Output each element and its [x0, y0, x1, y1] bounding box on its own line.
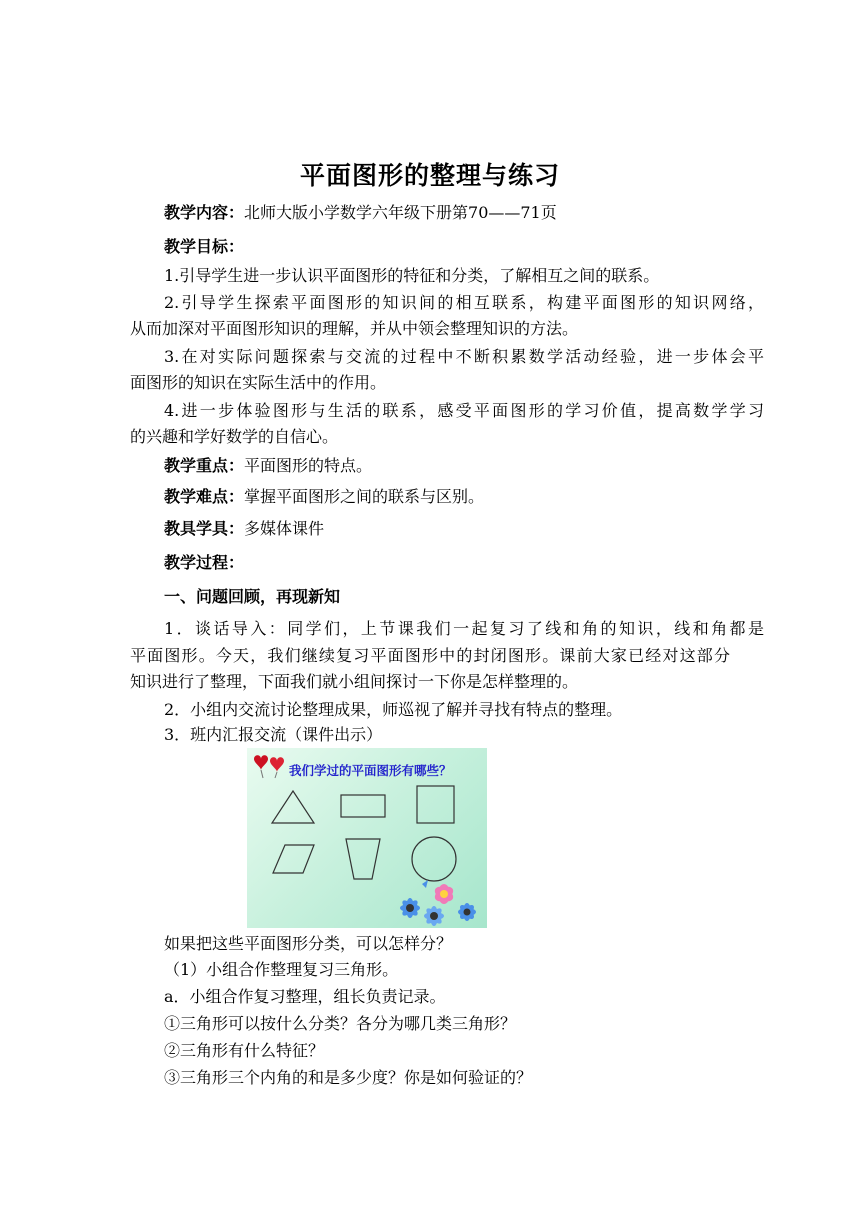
paragraph-1-line-3: 知识进行了整理，下面我们就小组间探讨一下你是怎样整理的。 — [130, 672, 579, 691]
question-item-1: ①三角形可以按什么分类？各分为哪几类三角形？ — [164, 1014, 517, 1033]
rectangle-icon — [341, 795, 385, 817]
slide-title: 我们学过的平面图形有哪些？ — [289, 763, 452, 778]
teaching-content-text: 北师大版小学数学六年级下册第70——71页 — [244, 203, 557, 222]
goals-label: 教学目标： — [164, 237, 245, 256]
teaching-content-label: 教学内容： — [164, 203, 245, 222]
question-triangle: （1）小组合作整理复习三角形。 — [164, 960, 399, 979]
process-label: 教学过程： — [164, 553, 245, 572]
goal-2-line-1: 2.引导学生探索平面图形的知识间的相互联系，构建平面图形的知识网络， — [164, 293, 764, 312]
parallelogram-icon — [273, 845, 314, 873]
teaching-difficulty-label: 教学难点： — [164, 487, 245, 506]
trapezoid-icon — [346, 839, 380, 879]
teaching-difficulty-text: 掌握平面图形之间的联系与区别。 — [244, 487, 485, 506]
question-a: a．小组合作复习整理，组长负责记录。 — [164, 987, 446, 1006]
goal-3-line-1: 3.在对实际问题探索与交流的过程中不断积累数学活动经验，进一步体会平 — [164, 347, 764, 366]
square-icon — [417, 786, 454, 823]
question-item-2: ②三角形有什么特征？ — [164, 1041, 325, 1060]
teaching-key-label: 教学重点： — [164, 456, 245, 475]
goal-1: 1.引导学生进一步认识平面图形的特征和分类，了解相互之间的联系。 — [164, 266, 660, 285]
paragraph-3: 3．班内汇报交流（课件出示） — [164, 725, 383, 744]
paragraph-1-line-1: 1．谈话导入：同学们，上节课我们一起复习了线和角的知识，线和角都是 — [164, 619, 764, 638]
teaching-key-text: 平面图形的特点。 — [244, 456, 373, 475]
goal-4-line-1: 4.进一步体验图形与生活的联系，感受平面图形的学习价值，提高数学学习 — [164, 401, 764, 420]
triangle-icon — [272, 791, 314, 823]
teaching-difficulty — [130, 486, 764, 508]
flowers-icon — [392, 870, 487, 928]
page-title: 平面图形的整理与练习 — [299, 161, 560, 190]
goal-3-line-2: 面图形的知识在实际生活中的作用。 — [130, 373, 387, 392]
teaching-key — [130, 455, 764, 477]
question-item-3: ③三角形三个内角的和是多少度？你是如何验证的？ — [164, 1068, 533, 1087]
goal-4-line-2: 的兴趣和学好数学的自信心。 — [130, 427, 339, 446]
teaching-tools — [130, 518, 764, 540]
section-1-heading: 一、问题回顾，再现新知 — [164, 587, 341, 606]
question-classify: 如果把这些平面图形分类，可以怎样分？ — [164, 934, 453, 953]
teaching-content — [130, 202, 764, 224]
courseware-slide-image — [247, 748, 487, 928]
paragraph-2: 2．小组内交流讨论整理成果，师巡视了解并寻找有特点的整理。 — [164, 700, 623, 719]
paragraph-1-line-2: 平面图形。今天，我们继续复习平面图形中的封闭图形。课前大家已经对这部分 — [130, 646, 730, 665]
teaching-tools-label: 教具学具： — [164, 519, 245, 538]
teaching-tools-text: 多媒体课件 — [244, 519, 325, 538]
goal-2-line-2: 从而加深对平面图形知识的理解，并从中领会整理知识的方法。 — [130, 319, 579, 338]
